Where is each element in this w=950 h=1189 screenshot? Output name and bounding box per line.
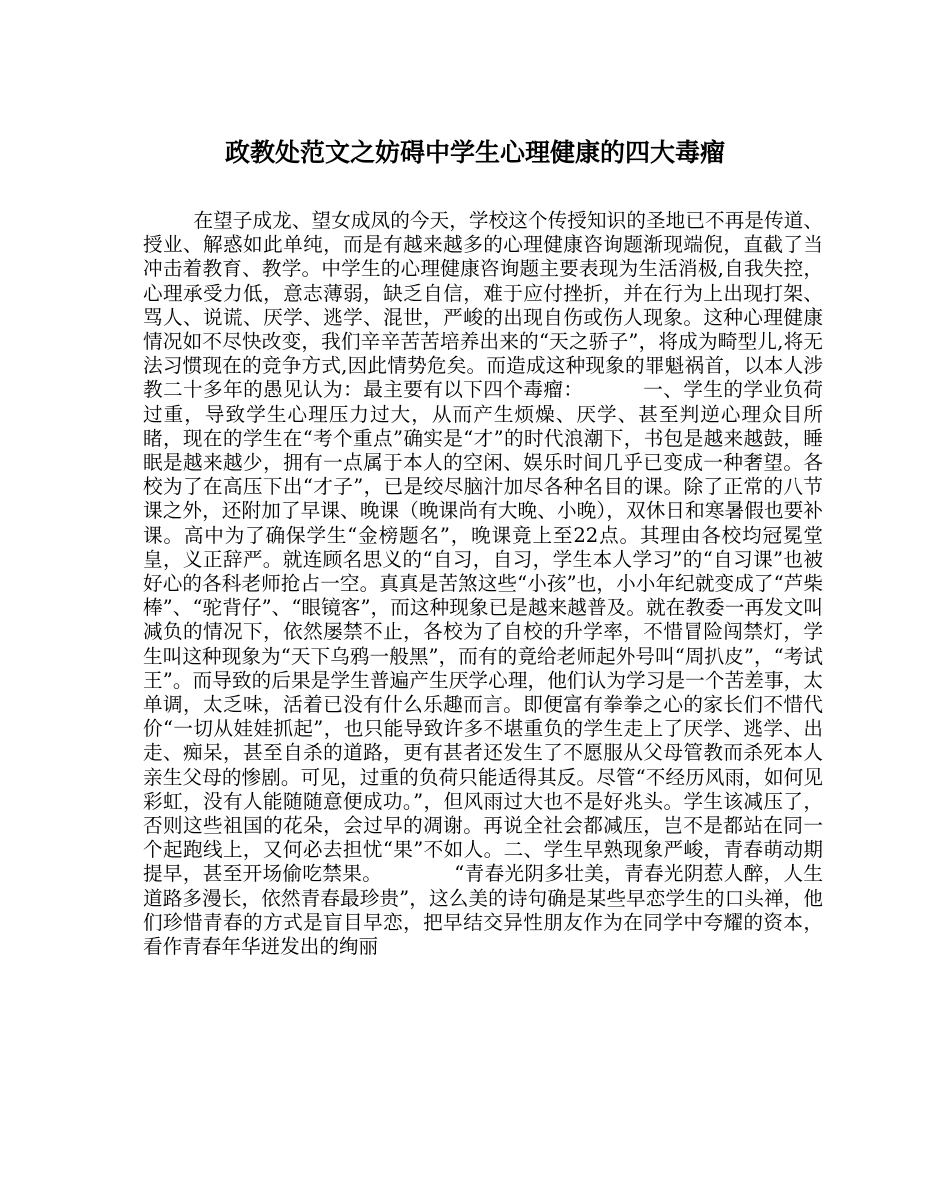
document-body: 在望子成龙、望女成凤的今天，学校这个传授知识的圣地已不再是传道、授业、解惑如此单纯，而是有越来越多的心理健康咨询题渐现端倪，直截了当冲击着教育、教学。中学生的心理健康咨询题主要表现为生活消极,自我失控，心理承受力低，意志薄弱，缺乏自信，难于应付挫折，并在行为上出现打架、骂人、说谎、厌学、逃学、混世，严峻的出现自伤或伤人现象。这种心理健康情况如不尽快改变，我们辛辛苦苦培养出来的“天之骄子”，将成为畸型儿,将无法习惯现在的竞争方式,因此情势危矣。而造成这种现象的罪魁祸首，以本人涉教二十多年的愚见认为：最主要有以下四个毒瘤： 一、学生的学业负荷过重，导致学生心理压力过大，从而产生烦燥、厌学、甚至判逆心理众目所睹，现在的学生在“考个重点”确实是“才”的时代浪潮下，书包是越来越鼓，睡眠是越来越少，拥有一点属于本人的空闲、娱乐时间几乎已变成一种奢望。各校为了在高压下出“才子”，已是绞尽脑汁加尽各种名目的课。除了正常的八节课之外，还附加了早课、晚课（晚课尚有大晚、小晚），双休日和寒暑假也要补课。高中为了确保学生“金榜题名”，晚课竟上至22点。其理由各校均冠冕堂皇，义正辞严。就连顾名思义的“自习，自习，学生本人学习”的“自习课”也被好心的各科老师抢占一空。真真是苦煞这些“小孩”也，小小年纪就变成了“芦柴棒”、“驼背仔”、“眼镜客”，而这种现象已是越来越普及。就在教委一再发文叫减负的情况下，依然屡禁不止，各校为了自校的升学率，不惜冒险闯禁灯，学生叫这种现象为“天下乌鸦一般黑”，而有的竟给老师起外号叫“周扒皮”，“考试王”。而导致的后果是学生普遍产生厌学心理，他们认为学习是一个苦差事，太单调，太乏味，活着已没有什么乐趣而言。即便富有拳拳之心的家长们不惜代价“一切从娃娃抓起”，也只能导致许多不堪重负的学生走上了厌学、逃学、出走、痴呆，甚至自杀的道路，更有甚者还发生了不愿服从父母管教而杀死本人亲生父母的惨剧。可见，过重的负荷只能适得其反。尽管“不经历风雨，如何见彩虹，没有人能随随意便成功。”，但风雨过大也不是好兆头。学生该减压了，否则这些祖国的花朵，会过早的凋谢。再说全社会都减压，岂不是都站在同一个起跑线上，又何必去担忧“果”不如人。二、学生早熟现象严峻，青春萌动期提早，甚至开场偷吃禁果。 “青春光阴多壮美，青春光阴惹人醉，人生道路多漫长，依然青春最珍贵”，这么美的诗句确是某些早恋学生的口头禅，他们珍惜青春的方式是盲目早恋，把早结交异性朋友作为在同学中夸耀的资本，看作青春年华迸发出的绚丽 [143,209,824,959]
document-title: 政教处范文之妨碍中学生心理健康的四大毒瘤 [224,138,725,167]
